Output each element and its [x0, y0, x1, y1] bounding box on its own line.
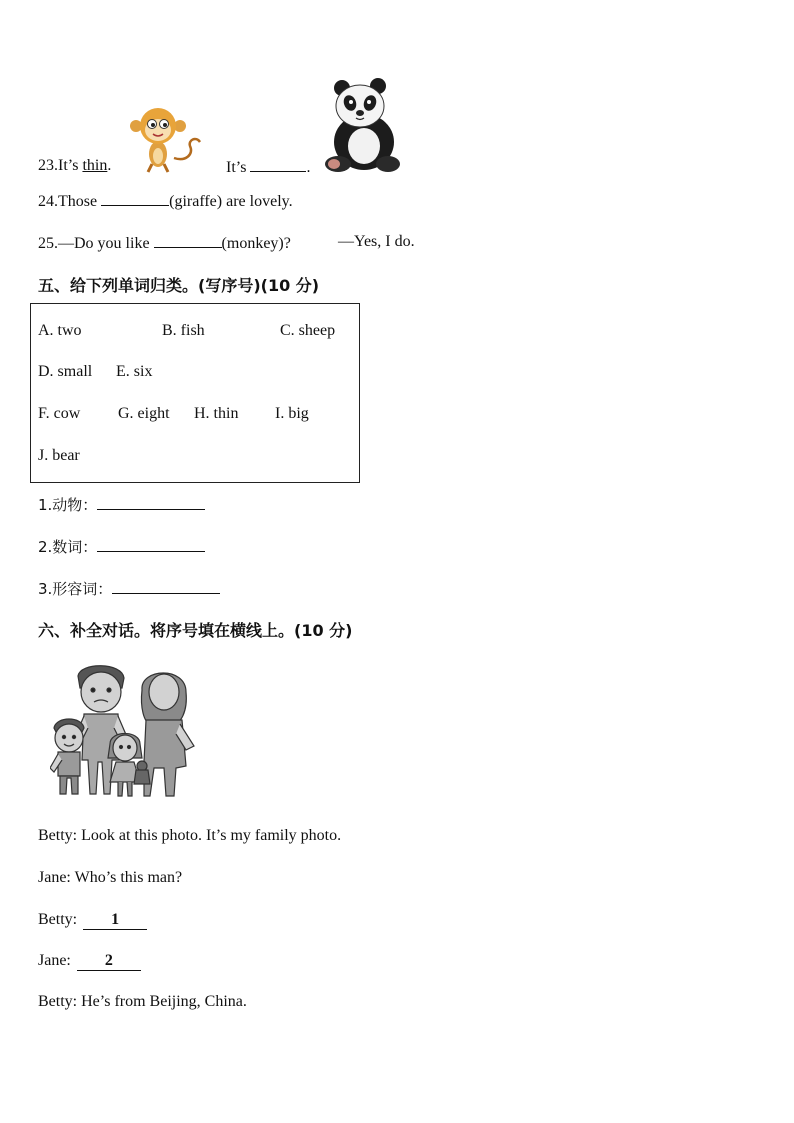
answer-blank[interactable] — [97, 537, 205, 552]
section-6-heading: 六、补全对话。将序号填在横线上。(10 分) — [38, 621, 353, 640]
section-5-heading: 五、给下列单词归类。(写序号)(10 分) — [38, 276, 320, 295]
question-23: 23.It’s thin. — [38, 157, 112, 174]
category-adjectives: 3.形容词： — [38, 578, 220, 599]
word-i: I. big — [275, 405, 309, 422]
word-g: G. eight — [118, 405, 170, 422]
category-numbers: 2.数词： — [38, 536, 205, 557]
question-23-answer: It’s . — [226, 159, 311, 176]
panda-illustration — [322, 76, 404, 174]
dialogue-line-1: Betty: Look at this photo. It’s my family photo. — [38, 827, 342, 844]
word-e: E. six — [116, 363, 153, 380]
monkey-illustration — [128, 106, 206, 174]
question-25: 25.—Do you like (monkey)? — [38, 235, 291, 252]
word-f: F. cow — [38, 405, 81, 422]
dialogue-line-3: Betty: 1 — [38, 911, 147, 930]
dialogue-line-5: Betty: He’s from Beijing, China. — [38, 993, 247, 1010]
underlined-word: thin — [82, 157, 108, 174]
answer-blank[interactable] — [112, 579, 220, 594]
category-animals: 1.动物： — [38, 494, 205, 515]
question-25-reply: —Yes, I do. — [338, 233, 415, 250]
answer-blank[interactable] — [97, 495, 205, 510]
word-j: J. bear — [38, 447, 80, 464]
answer-blank-1[interactable]: 1 — [83, 911, 147, 930]
answer-blank[interactable] — [154, 233, 222, 248]
word-h: H. thin — [194, 405, 239, 422]
family-illustration — [50, 662, 200, 800]
answer-blank[interactable] — [250, 157, 306, 172]
question-24: 24.Those (giraffe) are lovely. — [38, 193, 293, 210]
dialogue-line-2: Jane: Who’s this man? — [38, 869, 183, 886]
word-b: B. fish — [162, 322, 205, 339]
answer-blank-2[interactable]: 2 — [77, 952, 141, 971]
word-c: C. sheep — [280, 322, 336, 339]
word-d: D. small — [38, 363, 93, 380]
dialogue-line-4: Jane: 2 — [38, 952, 141, 971]
answer-blank[interactable] — [101, 191, 169, 206]
word-a: A. two — [38, 322, 82, 339]
